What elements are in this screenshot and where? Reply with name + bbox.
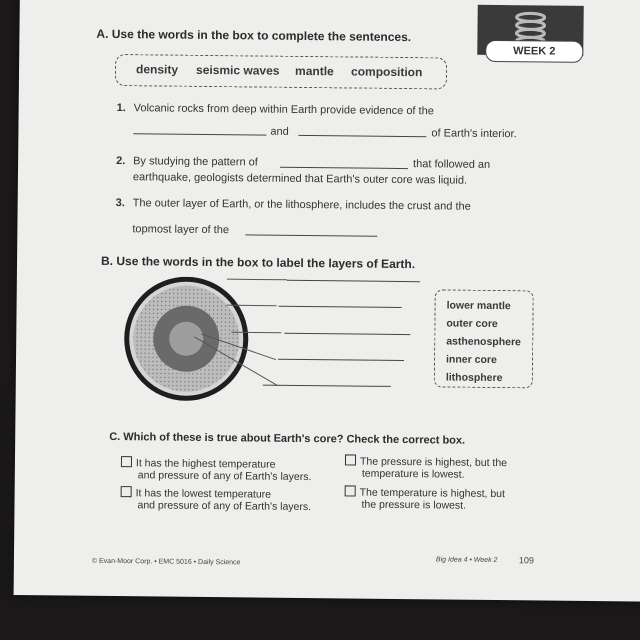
layer-label: lower mantle [446, 299, 511, 313]
footer-copyright: © Evan-Moor Corp. • EMC 5016 • Daily Science [91, 557, 241, 567]
layer-label: outer core [446, 317, 498, 331]
footer-big-idea: Big Idea 4 • Week 2 [435, 556, 498, 565]
question-3-text-b: topmost layer of the [132, 223, 230, 237]
question-number: 1. [116, 102, 126, 115]
layer-label: inner core [445, 353, 497, 367]
word-bank-item: density [135, 62, 179, 77]
question-2-text-a: By studying the pattern of [133, 155, 258, 169]
worksheet-page [14, 0, 640, 602]
answer-blank-3[interactable] [245, 234, 377, 236]
checkbox[interactable] [345, 454, 356, 465]
checkbox[interactable] [121, 486, 132, 497]
section-b-heading: B. Use the words in the box to label the layers of Earth. [100, 253, 416, 272]
question-number: 3. [115, 197, 125, 210]
layer-label: lithosphere [445, 371, 503, 385]
question-2-text-c: earthquake, geologists determined that Earth's outer core was liquid. [132, 171, 468, 187]
question-number: 2. [116, 155, 126, 168]
option-2[interactable]: The pressure is highest, but the temperature is lowest. [345, 454, 507, 481]
word-bank-item: seismic waves [195, 62, 280, 78]
checkbox[interactable] [121, 456, 132, 467]
question-3-text: The outer layer of Earth, or the lithosphere, includes the crust and the [132, 197, 471, 213]
layer-label: asthenosphere [446, 335, 521, 349]
answer-blank-1b[interactable] [298, 135, 426, 137]
question-1-text: Volcanic rocks from deep within Earth provide evidence of the [133, 102, 434, 118]
option-4[interactable]: The temperature is highest, but the pressure is lowest. [344, 485, 505, 512]
section-c-heading: C. Which of these is true about Earth's core? Check the correct box. [109, 430, 466, 447]
word-bank-item: mantle [294, 63, 334, 79]
question-1-tail: of Earth's interior. [431, 127, 517, 141]
answer-blank-1a[interactable] [133, 133, 266, 135]
question-1-and: and [270, 125, 289, 138]
answer-blank-2[interactable] [280, 167, 408, 169]
question-2-text-b: that followed an [413, 158, 491, 171]
word-bank-item: composition [350, 64, 423, 80]
earth-layers-diagram [115, 276, 416, 419]
week-badge: WEEK 2 [485, 40, 583, 63]
option-1[interactable]: It has the highest temperature and pressure of any of Earth's layers. [121, 456, 312, 483]
option-3[interactable]: It has the lowest temperature and pressure of any of Earth's layers. [120, 486, 311, 513]
page-number: 109 [518, 555, 535, 566]
section-a-heading: A. Use the words in the box to complete the sentences. [96, 26, 412, 45]
checkbox[interactable] [345, 485, 356, 496]
